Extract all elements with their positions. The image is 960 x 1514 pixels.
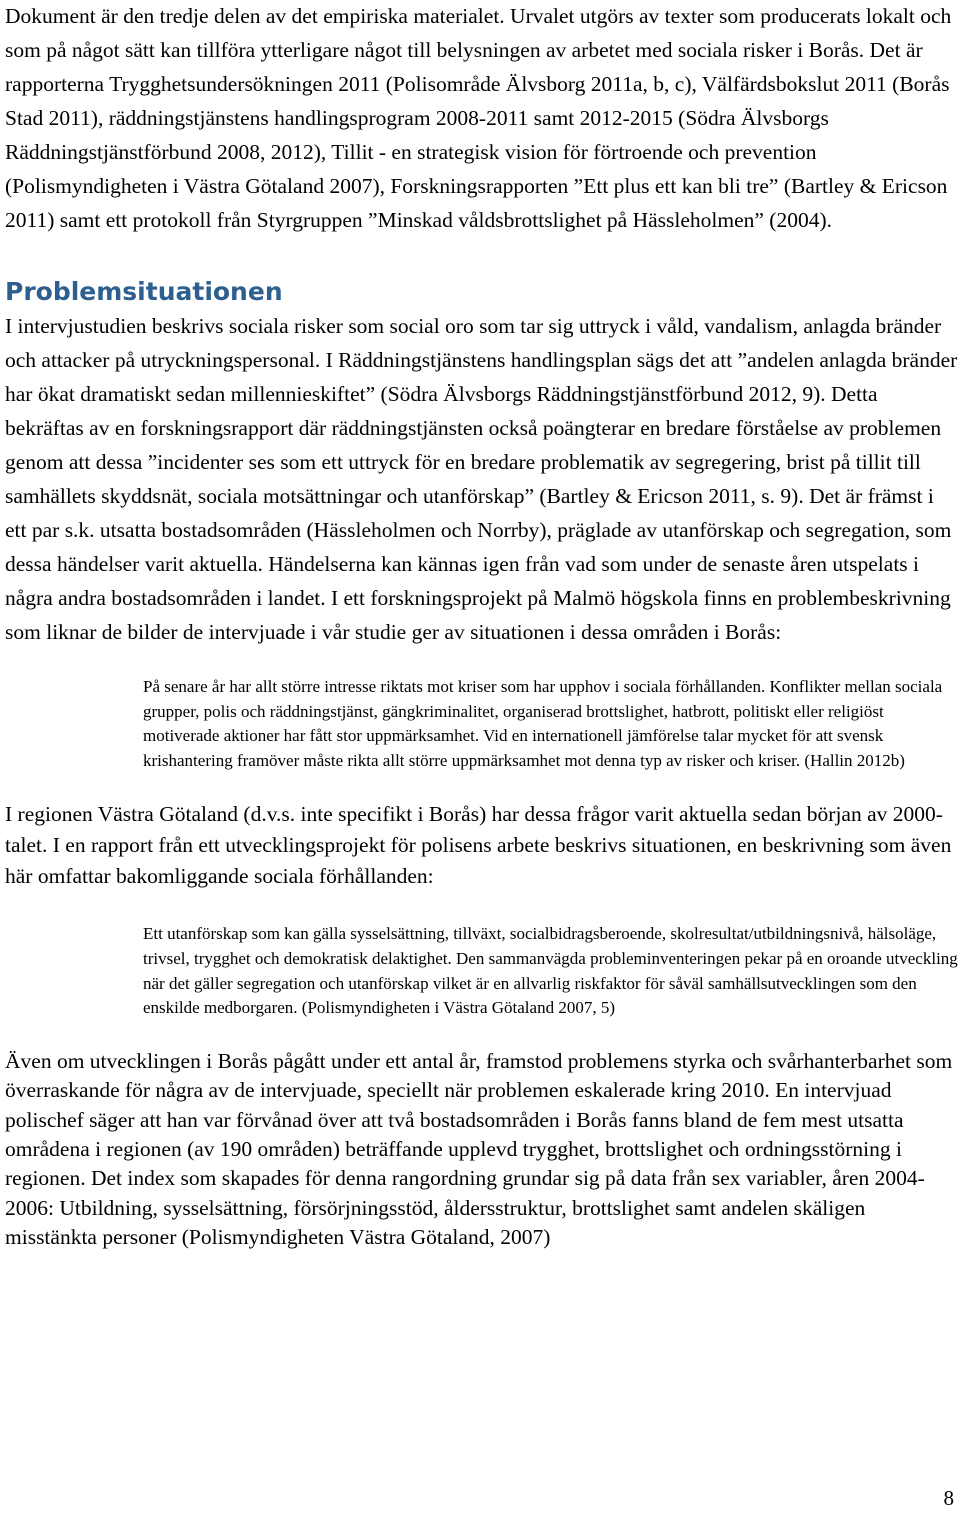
paragraph-problem-description: I intervjustudien beskrivs sociala risker som social oro som tar sig uttryck i våld, vandalism, anlagda bränder och attacker på utryckningspersonal. I Räddningstjänstens handlingsplan sägs det att ”andelen anlagda bränder har ökat dramatiskt sedan millennieskiftet” (Södra Älvsborgs Räddningstjänstförbund 2012, 9). Detta bekräftas av en forskningsrapport där räddningstjänsten också poängterar en bredare förståelse av problemen genom att dessa ”incidenter ses som ett uttryck för en bredare problematik av segregering, brist på tillit till samhällets skyddsnät, sociala motsättningar och utanförskap” (Bartley & Ericson 2011, s. 9). Det är främst i ett par s.k. utsatta bostadsområden (Hässleholmen och Norrby), präglade av utanförskap och segregation, som dessa händelser varit aktuella. Händelserna kan kännas igen från vad som under de senaste åren utspelats i några andra bostadsområden i landet. I ett forskningsprojekt på Malmö högskola finns en problembeskrivning som liknar de bilder de intervjuade i vår studie ger av situationen i dessa områden i Borås:: [5, 314, 958, 644]
section-heading: Problemsituationen: [5, 277, 283, 306]
block-quote-polismyndigheten: Ett utanförskap som kan gälla sysselsättning, tillväxt, socialbidragsberoende, skolresultat/utbildningsnivå, hälsoläge, trivsel, trygghet och demokratisk delaktighet. Den sammanvägda probleminventeringen pekar på en oroande utveckling när det gäller segregation och utanförskap vilket är en allvarlig riskfaktor för såväl samhällsutvecklingen som den enskilde medborgaren. (Polismyndigheten i Västra Götaland 2007, 5): [143, 924, 958, 1018]
block-quote-hallin: På senare år har allt större intresse riktats mot kriser som har upphov i sociala förhållanden. Konflikter mellan sociala grupper, polis och räddningstjänst, gängkriminalitet, organiserad brottslighet, hatbrott, politiskt eller religiöst motiverade aktioner har fått stor uppmärksamhet. Vid en internationell jämförelse talar mycket för att svensk krishantering framöver måste rikta allt större uppmärksamhet mot denna typ av risker och kriser. (Hallin 2012b): [143, 677, 943, 770]
paragraph-development: Även om utvecklingen i Borås pågått under ett antal år, framstod problemens styrka och svårhanterbarhet som överraskande för några av de intervjuade, speciellt när problemen eskalerade kring 2010. En intervjuad polischef säger att han var förvånad över att två bostadsområden i Borås fanns bland de fem mest utsatta områdena i regionen (av 190 områden) beträffande upplevd trygghet, brottslighet och ordningsstörning i regionen. Det index som skapades för denna rangordning grundar sig på data från sex variabler, åren 2004-2006: Utbildning, sysselsättning, försörjningsstöd, åldersstruktur, brottslighet samt andelen skäligen misstänkta personer (Polismyndigheten Västra Götaland, 2007): [5, 1048, 953, 1250]
document-page: [5, 0, 960, 1253]
paragraph-region: I regionen Västra Götaland (d.v.s. inte specifikt i Borås) har dessa frågor varit aktuella sedan början av 2000-talet. I en rapport från ett utvecklingsprojekt för polisens arbete beskrivs situationen, en beskrivning som även här omfattar bakomliggande sociala förhållanden:: [5, 802, 952, 889]
page-number: 8: [943, 1486, 954, 1510]
paragraph-intro: Dokument är den tredje delen av det empiriska materialet. Urvalet utgörs av texter som producerats lokalt och som på något sätt kan tillföra ytterligare något till belysningen av arbetet med sociala risker i Borås. Det är rapporterna Trygghetsundersökningen 2011 (Polisområde Älvsborg 2011a, b, c), Välfärdsbokslut 2011 (Borås Stad 2011), räddningstjänstens handlingsprogram 2008-2011 samt 2012-2015 (Södra Älvsborgs Räddningstjänstförbund 2008, 2012), Tillit - en strategisk vision för förtroende och prevention (Polismyndigheten i Västra Götaland 2007), Forskningsrapporten ”Ett plus ett kan bli tre” (Bartley & Ericson 2011) samt ett protokoll från Styrgruppen ”Minskad våldsbrottslighet på Hässleholmen” (2004).: [5, 4, 952, 232]
